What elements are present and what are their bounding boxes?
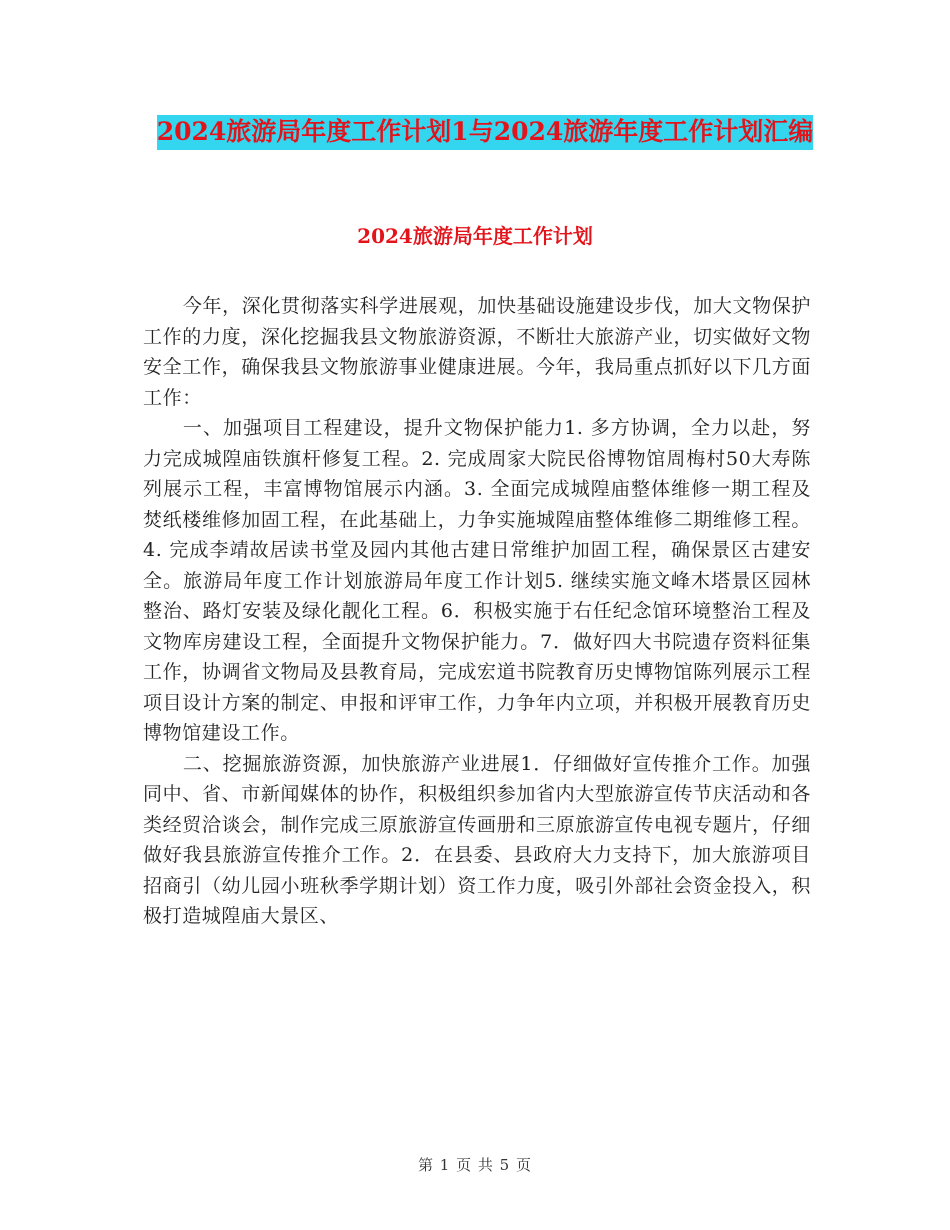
paragraph-section-one: 一、加强项目工程建设，提升文物保护能力1. 多方协调，全力以赴，努力完成城隍庙铁旗杆修复工程。2. 完成周家大院民俗博物馆周梅村50大寿陈列展示工程，丰富博物馆展示内涵。3. 全面完成城隍庙整体维修一期工程及焚纸楼维修加固工程，在此基础上，力争实施城隍庙整体维修二期维修工程。4. 完成李靖故居读书堂及园内其他古建日常维护加固工程，确保景区古建安全。旅游局年度工作计划旅游局年度工作计划5. 继续实施文峰木塔景区园林整治、路灯安装及绿化靓化工程。6．积极实施于右任纪念馆环境整治工程及文物库房建设工程，全面提升文物保护能力。7．做好四大书院遗存资料征集工作，协调省文物局及县教育局，完成宏道书院教育历史博物馆陈列展示工程项目设计方案的制定、申报和评审工作，力争年内立项，并积极开展教育历史博物馆建设工作。 <box>143 417 811 744</box>
document-body <box>143 291 811 932</box>
document-title-highlight: 2024旅游局年度工作计划1与2024旅游年度工作计划汇编 <box>157 115 814 150</box>
paragraph-intro: 今年，深化贯彻落实科学进展观，加快基础设施建设步伐，加大文物保护工作的力度，深化挖掘我县文物旅游资源，不断壮大旅游产业，切实做好文物安全工作，确保我县文物旅游事业健康进展。今年，我局重点抓好以下几方面工作： <box>143 295 811 409</box>
paragraph-section-two: 二、挖掘旅游资源，加快旅游产业进展1．仔细做好宣传推介工作。加强同中、省、市新闻媒体的协作，积极组织参加省内大型旅游宣传节庆活动和各类经贸洽谈会，制作完成三原旅游宣传画册和三原旅游宣传电视专题片，仔细做好我县旅游宣传推介工作。2．在县委、县政府大力支持下，加大旅游项目招商引（幼儿园小班秋季学期计划）资工作力度，吸引外部社会资金投入，积极打造城隍庙大景区、 <box>143 752 811 927</box>
page-footer: 第 1 页 共 5 页 <box>418 1156 532 1174</box>
document-title <box>140 108 830 156</box>
section-title: 2024旅游局年度工作计划 <box>357 224 593 248</box>
